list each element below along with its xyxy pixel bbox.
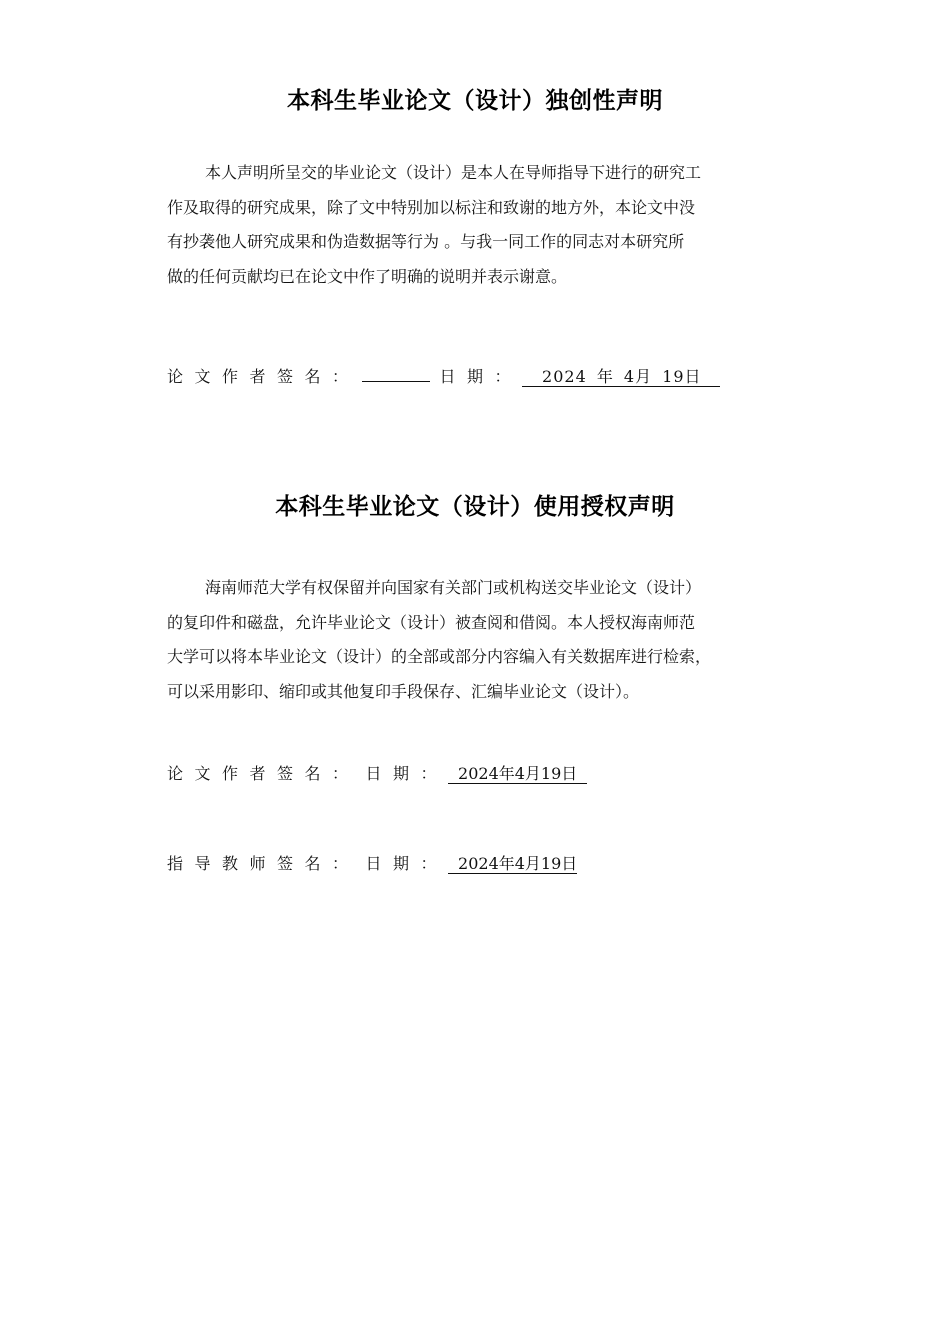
date-value: 2024 年 4月 19日 — [522, 367, 720, 387]
originality-title: 本科生毕业论文（设计）独创性声明 — [287, 88, 663, 114]
advisor-date-value: 2024年4月19日 — [448, 854, 577, 874]
authorization-paragraph — [167, 571, 817, 709]
author-date-value: 2024年4月19日 — [448, 764, 587, 784]
paragraph-line: 做的任何贡献均已在论文中作了明确的说明并表示谢意。 — [167, 266, 568, 286]
paragraph-line: 有抄袭他人研究成果和伪造数据等行为 。与我一同工作的同志对本研究所 — [167, 232, 685, 251]
author-signature-label: 论文作者签名： — [167, 764, 360, 783]
signature-blank — [362, 362, 430, 382]
paragraph-line: 大学可以将本毕业论文（设计）的全部或部分内容编入有关数据库进行检索， — [167, 647, 712, 666]
paragraph-line: 本人声明所呈交的毕业论文（设计）是本人在导师指导下进行的研究工 — [205, 163, 702, 182]
paragraph-line: 的复印件和磁盘，允许毕业论文（设计）被查阅和借阅。本人授权海南师范 — [167, 612, 696, 632]
author-date-label: 日期： — [365, 764, 449, 783]
advisor-signature-row — [167, 853, 577, 875]
author-signature-row — [167, 763, 587, 785]
paragraph-line: 作及取得的研究成果，除了文中特别加以标注和致谢的地方外，本论文中没 — [167, 197, 696, 217]
advisor-signature-label: 指导教师签名： — [167, 854, 360, 873]
originality-paragraph — [167, 156, 817, 294]
paragraph-line: 可以采用影印、缩印或其他复印手段保存、汇编毕业论文（设计）。 — [167, 681, 640, 701]
paragraph-line: 海南师范大学有权保留并向国家有关部门或机构送交毕业论文（设计） — [205, 578, 702, 597]
authorization-title: 本科生毕业论文（设计）使用授权声明 — [275, 494, 675, 520]
date-label: 日期： — [439, 367, 523, 386]
originality-signature-row — [167, 362, 720, 388]
signature-label: 论文作者签名： — [167, 367, 360, 386]
advisor-date-label: 日期： — [365, 854, 449, 873]
